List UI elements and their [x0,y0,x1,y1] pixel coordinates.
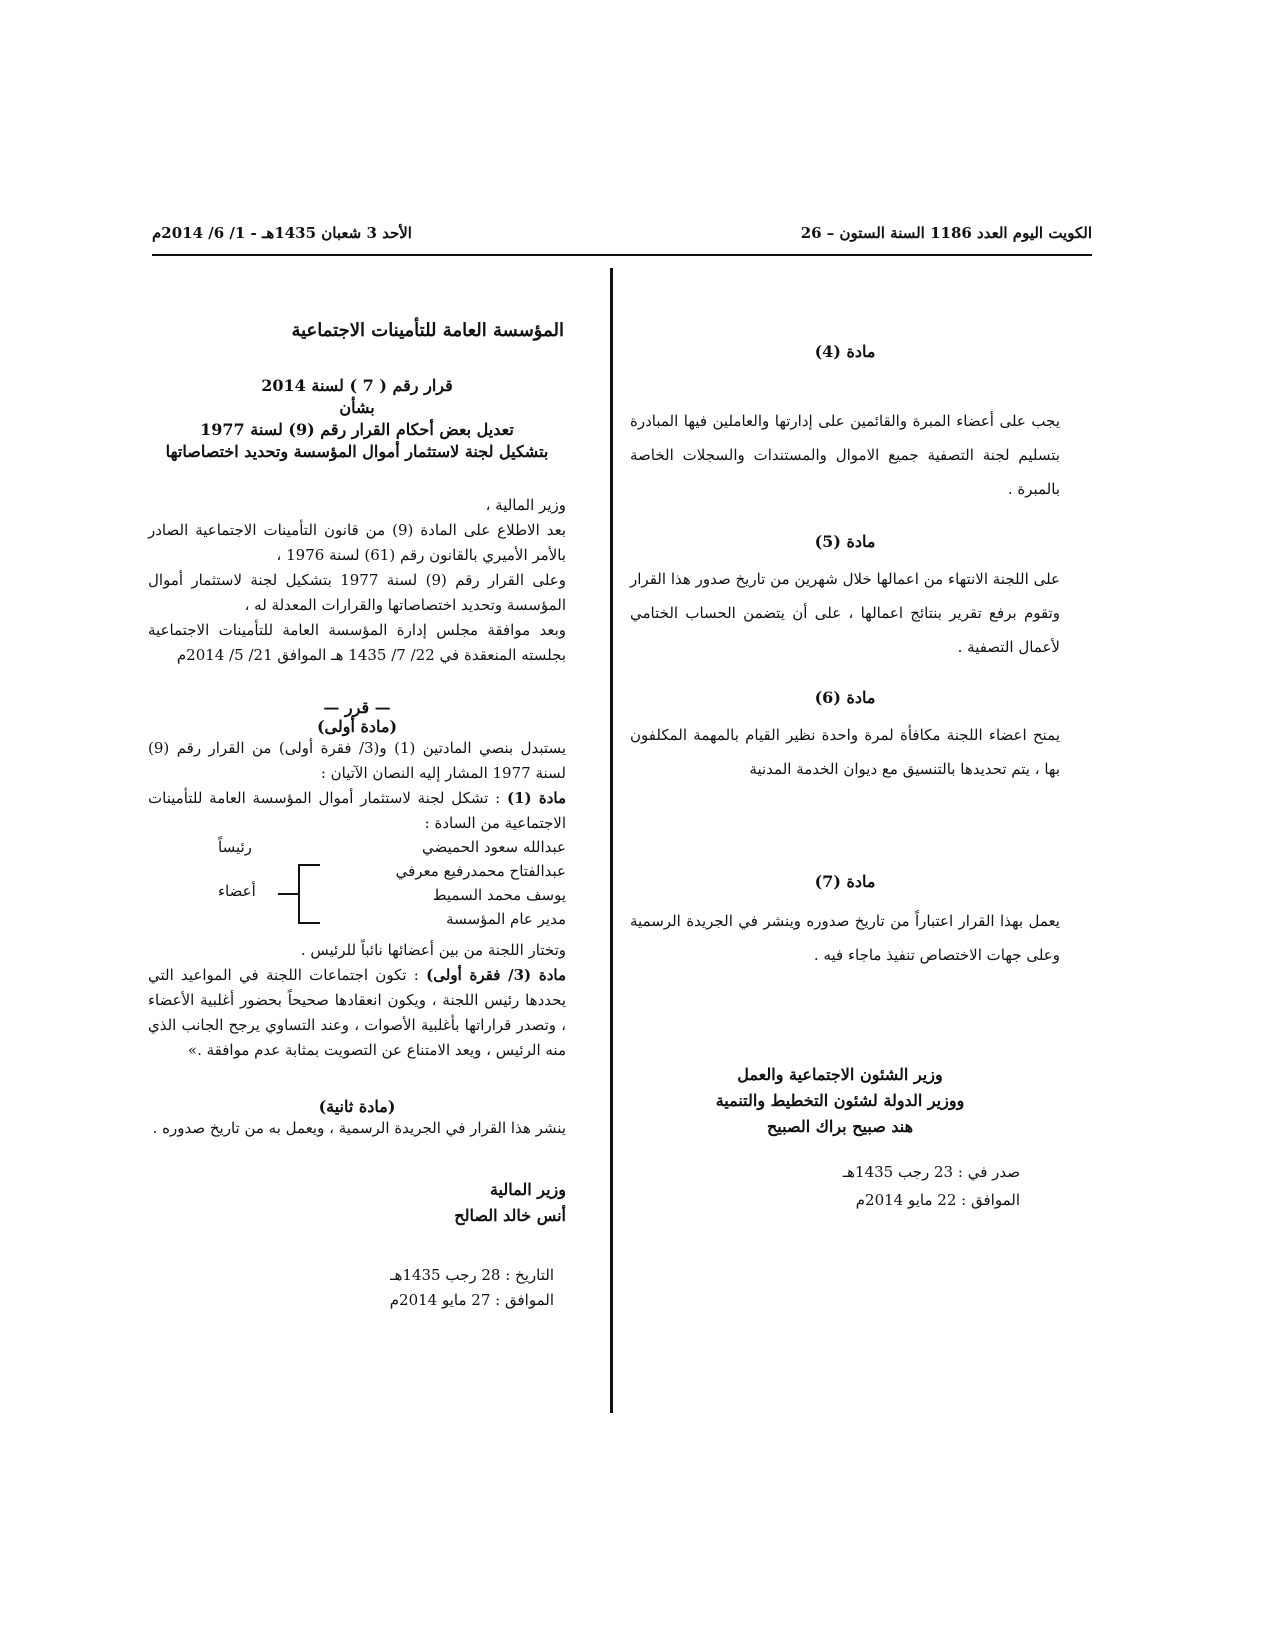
issuer-line: وزير المالية ، [485,496,566,514]
preamble-2: وعلى القرار رقم (9) لسنة 1977 بتشكيل لجنة لاستثمار أموال المؤسسة وتحديد اختصاصاتها والقرارات المعدلة له ، [148,571,567,614]
decision-date-corresponding: الموافق : 27 مايو 2014م [389,1291,554,1309]
signatory-title-2: ووزير الدولة لشئون التخطيط والتنمية [715,1091,965,1110]
right-signature [690,1062,990,1140]
left-signature [148,1177,566,1229]
decision-number: قرار رقم ( 7 ) لسنة 2014 [261,376,453,395]
issued-date-corresponding: الموافق : 22 مايو 2014م [855,1191,1020,1209]
left-column [148,320,566,1313]
signatory-name-2: هند صبيح براك الصبيح [766,1117,914,1136]
brace-tick-top [300,864,320,866]
decision-concerning: بشأن [339,398,375,417]
article-4-text: يجب على أعضاء المبرة والقائمين على إدارتها والعاملين فيها المبادرة بتسليم لجنة التصفية جميع الاموال والمستندات والسجلات الخاصة بالمبرة . [630,412,1060,498]
right-date-block [820,1158,1020,1214]
header-issue-info: الكويت اليوم العدد 1186 السنة الستون – 26 [800,224,1092,242]
left-date-block [148,1263,566,1313]
article-1-sub-3 [148,963,566,1063]
preamble-1: بعد الاطلاع على المادة (9) من قانون التأمينات الاجتماعية الصادر بالأمر الأميري بالقانون رقم (61) لسنة 1976 ، [148,521,566,564]
gazette-header [152,218,1092,256]
header-date: الأحد 3 شعبان 1435هـ - 1/ 6/ 2014م [152,224,412,242]
issued-date: صدر في : 23 رجب 1435هـ [842,1163,1020,1181]
members-brace [298,864,320,924]
role-members: أعضاء [218,882,256,900]
article-7-text: يعمل بهذا القرار اعتباراً من تاريخ صدوره وينشر في الجريدة الرسمية وعلى جهات الاختصاص تنفيذ ماجاء فيه . [630,912,1060,964]
sub-article-1-text: : تشكل لجنة لاستثمار أموال المؤسسة العامة للتأمينات الاجتماعية من السادة : [148,789,566,832]
decision-date: التاريخ : 28 رجب 1435هـ [390,1266,554,1284]
org-title: المؤسسة العامة للتأمينات الاجتماعية [291,320,564,341]
article-1-text: يستبدل بنصي المادتين (1) و(3/ فقرة أولى) من القرار رقم (9) لسنة 1977 المشار إليه النصان الآتيان : [148,739,567,782]
article-1-sub-1 [148,786,566,836]
article-5-text: على اللجنة الانتهاء من اعمالها خلال شهرين من تاريخ صدور هذا القرار وتقوم برفع تقرير بنتائج اعمالها ، على أن يتضمن الحساب الختامي لأعمال التصفية . [630,570,1060,656]
vice-chair-text: وتختار اللجنة من بين أعضائها نائباً للرئيس . [300,941,566,959]
decision-heading [148,375,566,463]
decision-subject-1: تعديل بعض أحكام القرار رقم (9) لسنة 1977 [200,420,514,439]
signatory-name: أنس خالد الصالح [454,1206,566,1225]
signatory-title: وزير المالية [489,1180,566,1199]
member-3: يوسف محمد السميط [432,886,566,904]
brace-tick-bottom [300,922,320,924]
sub-article-3-label: مادة (3/ فقرة أولى) [426,966,566,984]
column-divider [610,268,613,1413]
article-5-title: مادة (5) [814,532,876,551]
sub-article-3-text: : تكون اجتماعات اللجنة في المواعيد التي يحددها رئيس اللجنة ، ويكون انعقادها صحيحاً بحضور أغلبية الأعضاء ، وتصدر قراراتها بأغلبية الأصوات ، وعند التساوي يرجح الجانب الذي منه الرئيس ، ويعد الامتناع عن التصويت بمثابة عدم موافقة .» [148,966,566,1059]
preamble-3: وبعد موافقة مجلس إدارة المؤسسة العامة للتأمينات الاجتماعية بجلسته المنعقدة في 22/ 7/ 1435 هـ الموافق 21/ 5/ 2014م [148,621,566,664]
committee-members [148,838,566,938]
brace-middle [278,893,298,895]
article-6-title: مادة (6) [814,688,876,707]
article-1-title: (مادة أولى) [316,717,398,736]
article-2-title: (مادة ثانية) [318,1097,396,1116]
decision-subject-2: بتشكيل لجنة لاستثمار أموال المؤسسة وتحديد اختصاصاتها [165,442,549,461]
decides-heading: — قرر — [323,698,391,717]
article-7-title: مادة (7) [814,872,876,891]
article-6-text: يمنح اعضاء اللجنة مكافأة لمرة واحدة نظير القيام بالمهمة المكلفون بها ، يتم تحديدها بالتنسيق مع ديوان الخدمة المدنية [630,726,1060,778]
signatory-title-1: وزير الشئون الاجتماعية والعمل [737,1065,943,1084]
article-2-text: ينشر هذا القرار في الجريدة الرسمية ، ويعمل به من تاريخ صدوره . [152,1119,566,1137]
member-1: عبدالله سعود الحميضي [422,838,566,856]
role-chair: رئيساً [218,838,252,856]
sub-article-1-label: مادة (1) [506,789,566,807]
member-2: عبدالفتاح محمدرفيع معرفي [395,862,566,880]
member-4: مدير عام المؤسسة [446,910,566,928]
article-4-title: مادة (4) [814,342,876,361]
